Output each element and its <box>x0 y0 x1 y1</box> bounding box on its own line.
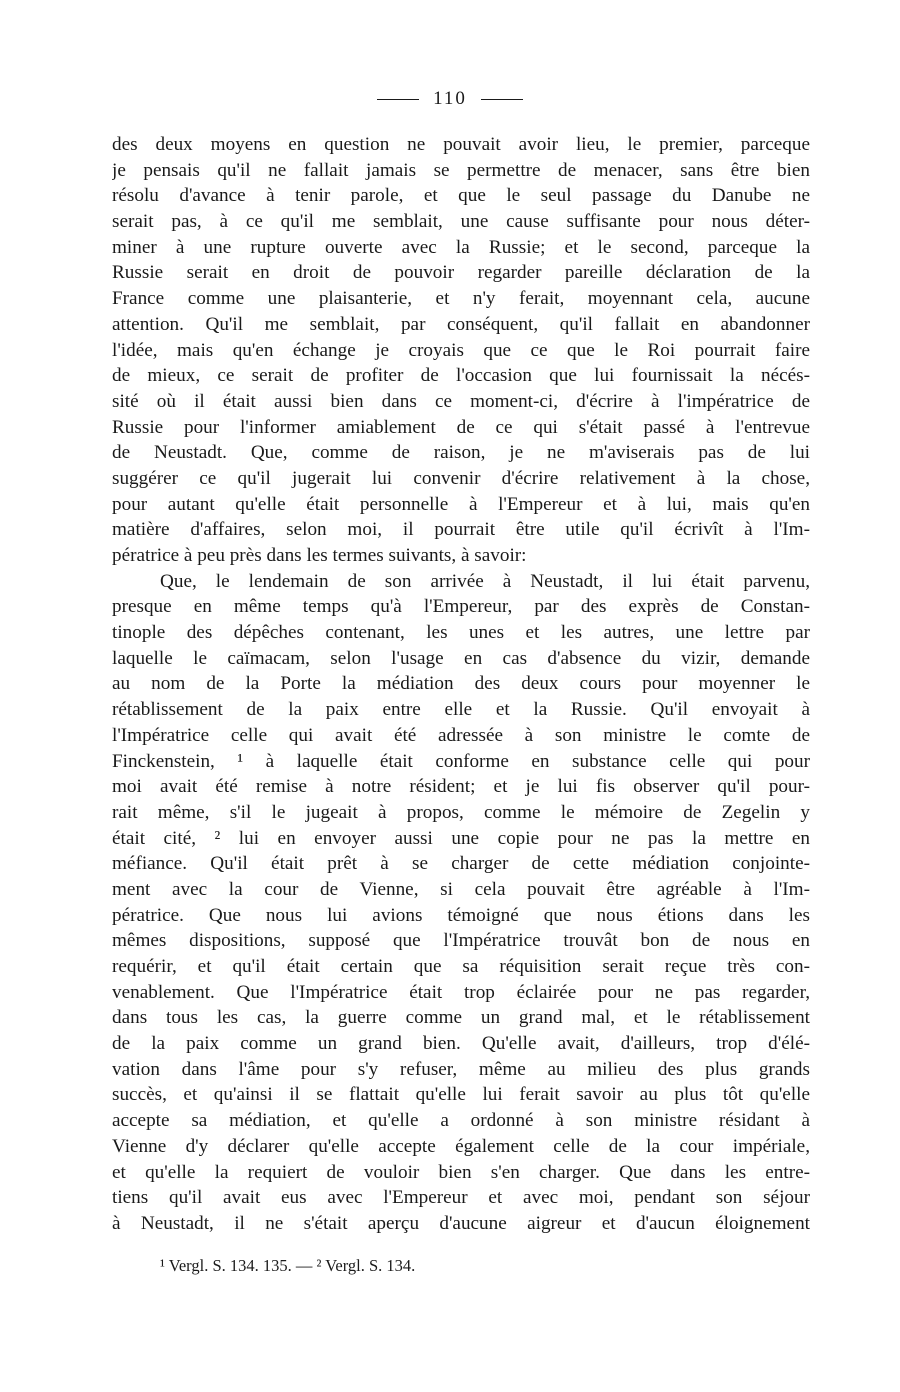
text-line: vation dans l'âme pour s'y refuser, même au milieu des plus grands <box>112 1058 810 1080</box>
text-line: l'Impératrice celle qui avait été adressée à son ministre le comte de <box>112 724 810 746</box>
text-line: de mieux, ce serait de profiter de l'occasion que lui fournissait la nécés- <box>112 365 810 387</box>
text-line: moi avait été remise à notre résident; et je lui fis observer qu'il pour- <box>112 776 810 798</box>
text-line: suggérer ce qu'il jugerait lui convenir d'écrire relativement à la chose, <box>112 467 810 489</box>
text-line: serait pas, à ce qu'il me semblait, une cause suffisante pour nous déter- <box>112 211 810 233</box>
header-rule-right <box>481 99 523 100</box>
text-line: au nom de la Porte la médiation des deux cours pour moyenner le <box>112 673 810 695</box>
text-line: pératrice à peu près dans les termes suivants, à savoir: <box>112 545 527 566</box>
text-line: tiens qu'il avait eus avec l'Empereur et avec moi, pendant son séjour <box>112 1187 810 1209</box>
text-line: et qu'elle la requiert de vouloir bien s'en charger. Que dans les entre- <box>112 1161 810 1183</box>
header-rule-left <box>377 99 419 100</box>
text-line: matière d'affaires, selon moi, il pourrait être utile qu'il écrivît à l'Im- <box>112 519 810 541</box>
text-line: mêmes dispositions, supposé que l'Impératrice trouvât bon de nous en <box>112 930 810 952</box>
text-line: sité où il était aussi bien dans ce moment-ci, d'écrire à l'impératrice de <box>112 390 810 412</box>
text-line: ment avec la cour de Vienne, si cela pouvait être agréable à l'Im- <box>112 878 810 900</box>
text-line: pour autant qu'elle était personnelle à l'Empereur et à lui, mais qu'en <box>112 493 810 515</box>
text-line: était cité, ² lui en envoyer aussi une copie pour ne pas la mettre en <box>112 827 810 849</box>
text-line: Vienne d'y déclarer qu'elle accepte également celle de la cour impériale, <box>112 1135 810 1157</box>
text-line: rétablissement de la paix entre elle et la Russie. Qu'il envoyait à <box>112 699 810 721</box>
text-line: l'idée, mais qu'en échange je croyais que ce que le Roi pourrait faire <box>112 339 810 361</box>
text-line: pératrice. Que nous lui avions témoigné que nous étions dans les <box>112 904 810 926</box>
text-line: Finckenstein, ¹ à laquelle était conforme en substance celle qui pour <box>112 750 810 772</box>
text-line: de la paix comme un grand bien. Qu'elle avait, d'ailleurs, trop d'élé- <box>112 1033 810 1055</box>
text-line: Russie pour l'informer amiablement de ce qui s'était passé à l'entrevue <box>112 416 810 438</box>
text-line: méfiance. Qu'il était prêt à se charger de cette médiation conjointe- <box>112 853 810 875</box>
text-line: de Neustadt. Que, comme de raison, je ne m'aviserais pas de lui <box>112 442 810 464</box>
text-line: des deux moyens en question ne pouvait avoir lieu, le premier, parceque <box>112 134 810 155</box>
page-header <box>0 88 900 110</box>
text-line: accepte sa médiation, et qu'elle a ordonné à son ministre résidant à <box>112 1110 810 1132</box>
text-line: tinople des dépêches contenant, les unes et les autres, une lettre par <box>112 622 810 644</box>
text-line: requérir, et qu'il était certain que sa réquisition serait reçue très con- <box>112 956 810 977</box>
text-line: succès, et qu'ainsi il se flattait qu'elle lui ferait savoir au plus tôt qu'elle <box>112 1084 810 1106</box>
text-line: je pensais qu'il ne fallait jamais se permettre de menacer, sans être bien <box>112 159 810 181</box>
text-line: France comme une plaisanterie, et n'y ferait, moyennant cela, aucune <box>112 288 810 310</box>
text-line: Que, le lendemain de son arrivée à Neustadt, il lui était parvenu, <box>160 570 810 592</box>
text-line: venablement. Que l'Impératrice était trop éclairée pour ne pas regarder, <box>112 981 810 1003</box>
text-line: attention. Qu'il me semblait, par conséquent, qu'il fallait en abandonner <box>112 313 810 335</box>
text-line: laquelle le caïmacam, selon l'usage en cas d'absence du vizir, demande <box>112 647 810 669</box>
text-line: résolu d'avance à tenir parole, et que le seul passage du Danube ne <box>112 185 810 207</box>
footnotes: ¹ Vergl. S. 134. 135. — ² Vergl. S. 134. <box>160 1256 416 1275</box>
text-line: miner à une rupture ouverte avec la Russie; et le second, parceque la <box>112 236 810 258</box>
text-line: dans tous les cas, la guerre comme un grand mal, et le rétablissement <box>112 1007 810 1029</box>
page-number: 110 <box>433 88 467 109</box>
text-line: à Neustadt, il ne s'était aperçu d'aucune aigreur et d'aucun éloignement <box>112 1212 810 1234</box>
body-text <box>112 132 810 1237</box>
text-line: rait même, s'il le jugeait à propos, comme le mémoire de Zegelin y <box>112 801 810 823</box>
text-line: presque en même temps qu'à l'Empereur, par des exprès de Constan- <box>112 596 810 618</box>
text-line: Russie serait en droit de pouvoir regarder pareille déclaration de la <box>112 262 810 284</box>
